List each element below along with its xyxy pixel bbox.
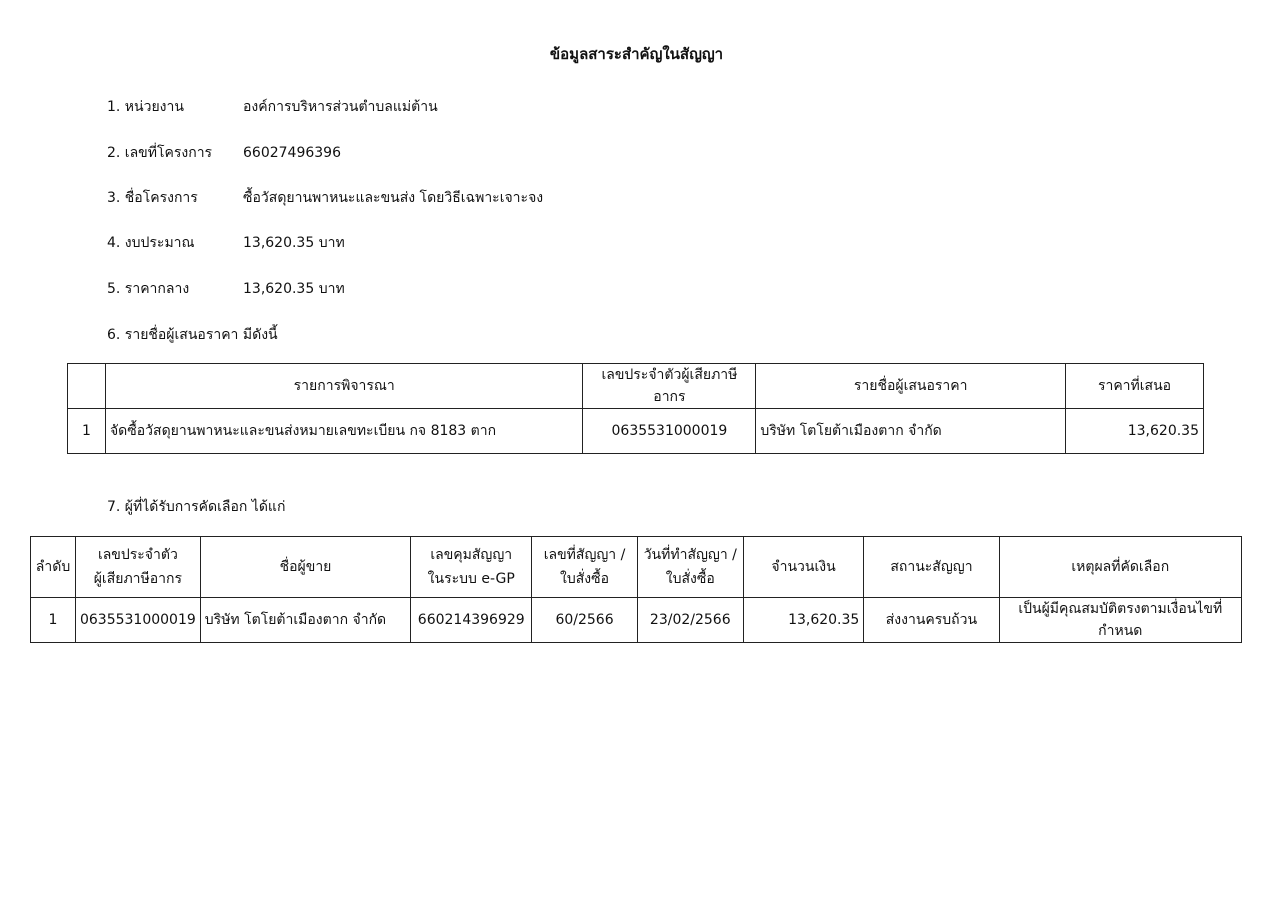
field-value: องค์การบริหารส่วนตำบลแม่ต้าน bbox=[243, 99, 438, 115]
table-row bbox=[68, 409, 1204, 454]
field-agency bbox=[107, 96, 438, 118]
field-label: 3. ชื่อโครงการ bbox=[107, 190, 198, 206]
field-value: 13,620.35 บาท bbox=[243, 235, 345, 251]
field-median-price bbox=[107, 278, 345, 300]
field-project-number bbox=[107, 142, 341, 164]
field-value: 13,620.35 บาท bbox=[243, 281, 345, 297]
table-cell: 0635531000019 bbox=[75, 598, 200, 643]
table-header-cell: เลขประจำตัว ผู้เสียภาษีอากร bbox=[75, 537, 200, 598]
table-header-cell: รายชื่อผู้เสนอราคา bbox=[756, 364, 1066, 409]
section-winners-heading: 7. ผู้ที่ได้รับการคัดเลือก ได้แก่ bbox=[107, 499, 286, 515]
table-cell: 13,620.35 bbox=[743, 598, 864, 643]
table-cell: ส่งงานครบถ้วน bbox=[864, 598, 999, 643]
field-value: 66027496396 bbox=[243, 145, 341, 161]
field-label: 1. หน่วยงาน bbox=[107, 99, 184, 115]
table-header-cell: วันที่ทำสัญญา / ใบสั่งซื้อ bbox=[637, 537, 743, 598]
table-header-cell: ชื่อผู้ขาย bbox=[200, 537, 410, 598]
field-label: 2. เลขที่โครงการ bbox=[107, 145, 213, 161]
bidders-table bbox=[67, 363, 1204, 454]
table-cell: 60/2566 bbox=[532, 598, 638, 643]
table-header-cell: เลขประจำตัวผู้เสียภาษีอากร bbox=[583, 364, 756, 409]
table-row bbox=[31, 598, 1242, 643]
field-budget bbox=[107, 232, 345, 254]
table-header-cell bbox=[68, 364, 106, 409]
table-header-cell: เลขคุมสัญญา ในระบบ e-GP bbox=[411, 537, 532, 598]
table-header-cell: สถานะสัญญา bbox=[864, 537, 999, 598]
table-header-cell: รายการพิจารณา bbox=[105, 364, 582, 409]
table-header-cell: เลขที่สัญญา / ใบสั่งซื้อ bbox=[532, 537, 638, 598]
table-cell: บริษัท โตโยต้าเมืองตาก จำกัด bbox=[200, 598, 410, 643]
field-label: 5. ราคากลาง bbox=[107, 281, 190, 297]
field-label: 4. งบประมาณ bbox=[107, 235, 195, 251]
field-value: ซื้อวัสดุยานพาหนะและขนส่ง โดยวิธีเฉพาะเจาะจง bbox=[243, 190, 544, 206]
table-header-cell: ลำดับ bbox=[31, 537, 76, 598]
table-cell: 660214396929 bbox=[411, 598, 532, 643]
table-cell: 1 bbox=[31, 598, 76, 643]
table-header-cell: ราคาที่เสนอ bbox=[1066, 364, 1204, 409]
table-header-cell: เหตุผลที่คัดเลือก bbox=[999, 537, 1241, 598]
table-cell: 13,620.35 bbox=[1066, 409, 1204, 454]
winners-table bbox=[30, 536, 1242, 643]
field-project-name bbox=[107, 187, 543, 209]
table-cell: 23/02/2566 bbox=[637, 598, 743, 643]
table-header-row bbox=[31, 537, 1242, 598]
table-cell: เป็นผู้มีคุณสมบัติตรงตามเงื่อนไขที่กำหนด bbox=[999, 598, 1241, 643]
table-cell: บริษัท โตโยต้าเมืองตาก จำกัด bbox=[756, 409, 1066, 454]
table-cell: 1 bbox=[68, 409, 106, 454]
table-cell: จัดซื้อวัสดุยานพาหนะและขนส่งหมายเลขทะเบียน กจ 8183 ตาก bbox=[105, 409, 582, 454]
document-title: ข้อมูลสาระสำคัญในสัญญา bbox=[549, 45, 724, 63]
section-bidders-heading: 6. รายชื่อผู้เสนอราคา มีดังนี้ bbox=[107, 327, 278, 343]
table-header-row bbox=[68, 364, 1204, 409]
table-header-cell: จำนวนเงิน bbox=[743, 537, 864, 598]
table-cell: 0635531000019 bbox=[583, 409, 756, 454]
